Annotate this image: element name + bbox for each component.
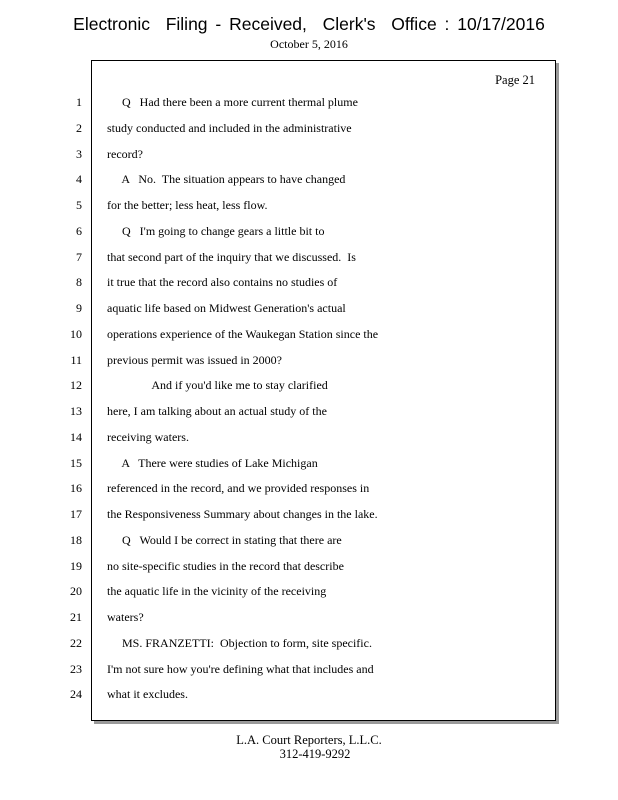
line-number: 3 <box>76 146 82 161</box>
transcript-line: aquatic life based on Midwest Generation's actual <box>107 301 346 315</box>
page-number: Page 21 <box>495 73 535 87</box>
transcript-line: previous permit was issued in 2000? <box>107 352 282 367</box>
line-number: 17 <box>70 507 82 521</box>
line-number: 18 <box>70 532 82 547</box>
line-number: 14 <box>70 429 82 444</box>
transcript-line: MS. FRANZETTI: Objection to form, site specific. <box>107 635 372 650</box>
deposition-date: October 5, 2016 <box>270 37 348 51</box>
line-number: 16 <box>70 481 82 496</box>
line-number: 22 <box>70 635 82 650</box>
court-reporter-phone: 312-419-9292 <box>279 747 351 761</box>
line-number: 21 <box>70 610 82 624</box>
line-number: 1 <box>76 95 82 109</box>
transcript-line: waters? <box>107 610 144 624</box>
line-number: 7 <box>76 249 82 264</box>
line-number: 15 <box>70 455 82 470</box>
transcript-line: Q Would I be correct in stating that there are <box>107 532 342 547</box>
transcript-line: operations experience of the Waukegan Station since the <box>107 326 379 341</box>
transcript-line: here, I am talking about an actual study of the <box>107 404 327 418</box>
court-reporter-name: L.A. Court Reporters, L.L.C. <box>236 733 382 747</box>
transcript-line: record? <box>107 146 143 161</box>
line-number: 23 <box>70 661 82 676</box>
transcript-line: the aquatic life in the vicinity of the receiving <box>107 584 327 599</box>
line-number: 11 <box>70 352 82 367</box>
line-number: 4 <box>76 172 82 187</box>
transcript-line: And if you'd like me to stay clarified <box>107 378 328 393</box>
transcript-line: A No. The situation appears to have changed <box>107 172 346 187</box>
line-number: 2 <box>76 120 82 135</box>
line-number: 19 <box>70 558 82 573</box>
transcript-line: no site-specific studies in the record that describe <box>107 558 344 573</box>
transcript-line: what it excludes. <box>107 687 188 702</box>
line-number: 20 <box>70 584 82 599</box>
line-number: 24 <box>70 687 82 702</box>
transcript-line: receiving waters. <box>107 429 189 444</box>
transcript-line: Q I'm going to change gears a little bit to <box>107 223 325 238</box>
line-number: 12 <box>70 378 82 393</box>
transcript-line: I'm not sure how you're defining what that includes and <box>107 661 374 676</box>
transcript-line: referenced in the record, and we provided responses in <box>107 481 370 496</box>
line-number: 6 <box>76 223 82 238</box>
filing-stamp: Electronic Filing - Received, Clerk's Office : 10/17/2016 <box>73 14 545 34</box>
transcript-line: for the better; less heat, less flow. <box>107 198 268 212</box>
transcript-line: Q Had there been a more current thermal plume <box>107 95 358 109</box>
transcript-line: A There were studies of Lake Michigan <box>107 455 318 470</box>
line-number: 13 <box>70 404 82 418</box>
line-number: 8 <box>76 275 82 290</box>
transcript-line: it true that the record also contains no studies of <box>107 275 338 290</box>
line-number: 9 <box>76 301 82 315</box>
transcript-line: study conducted and included in the administrative <box>107 120 352 135</box>
line-number: 5 <box>76 198 82 212</box>
line-number: 10 <box>70 326 82 341</box>
transcript-line: the Responsiveness Summary about changes in the lake. <box>107 507 378 521</box>
transcript-line: that second part of the inquiry that we discussed. Is <box>107 249 356 264</box>
